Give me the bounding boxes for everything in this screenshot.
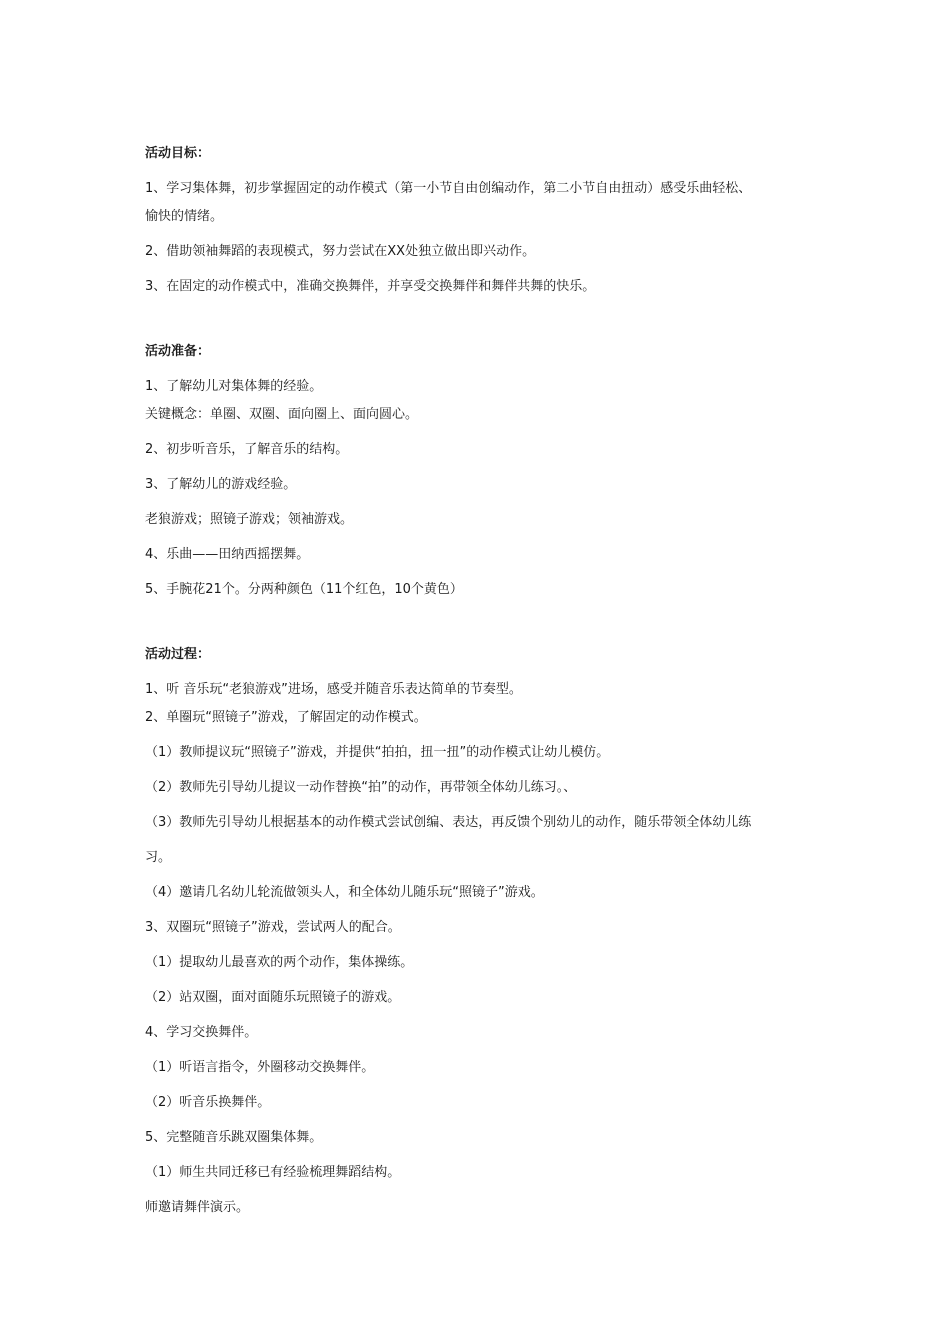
paragraph: 1、听 音乐玩“老狼游戏”进场，感受并随音乐表达简单的节奏型。 (145, 682, 522, 697)
paragraph: 愉快的情绪。 (145, 208, 224, 224)
paragraph: 2、单圈玩“照镜子”游戏，了解固定的动作模式。 (145, 709, 427, 725)
paragraph: 2、初步听音乐，了解音乐的结构。 (145, 441, 349, 457)
paragraph: 5、手腕花21个。分两种颜色（11个红色，10个黄色） (145, 581, 463, 597)
section-title: 活动过程： (145, 647, 211, 662)
paragraph: 老狼游戏；照镜子游戏；领袖游戏。 (145, 511, 354, 527)
section-title: 活动目标： (145, 146, 211, 161)
section-goals (145, 144, 825, 304)
paragraph: 1、学习集体舞，初步掌握固定的动作模式（第一小节自由创编动作，第二小节自由扭动）感受乐曲轻松、 (145, 181, 752, 196)
paragraph: （1）提取幼儿最喜欢的两个动作，集体操练。 (145, 954, 414, 970)
paragraph: 4、乐曲——田纳西摇摆舞。 (145, 546, 310, 562)
paragraph: 2、借助领袖舞蹈的表现模式，努力尝试在XX处独立做出即兴动作。 (145, 243, 536, 259)
paragraph: 3、了解幼儿的游戏经验。 (145, 476, 297, 492)
section-preparation (145, 342, 825, 607)
paragraph: （3）教师先引导幼儿根据基本的动作模式尝试创编、表达，再反馈个别幼儿的动作，随乐带领全体幼儿练 (145, 814, 752, 830)
paragraph: 3、双圈玩“照镜子”游戏，尝试两人的配合。 (145, 919, 401, 935)
document-body (145, 144, 825, 1225)
section-title: 活动准备： (145, 344, 211, 359)
paragraph: 习。 (145, 849, 172, 865)
paragraph: （4）邀请几名幼儿轮流做领头人，和全体幼儿随乐玩“照镜子”游戏。 (145, 884, 544, 900)
paragraph: （2）站双圈，面对面随乐玩照镜子的游戏。 (145, 989, 401, 1005)
paragraph: 4、学习交换舞伴。 (145, 1024, 258, 1040)
paragraph: （1）听语言指令，外圈移动交换舞伴。 (145, 1059, 375, 1075)
paragraph: （1）师生共同迁移已有经验梳理舞蹈结构。 (145, 1164, 401, 1180)
paragraph: 师邀请舞伴演示。 (145, 1199, 250, 1215)
paragraph: 关键概念：单圈、双圈、面向圈上、面向圆心。 (145, 406, 419, 422)
section-process (145, 645, 825, 1225)
paragraph: （1）教师提议玩“照镜子”游戏，并提供“拍拍，扭一扭”的动作模式让幼儿模仿。 (145, 744, 610, 760)
paragraph: 3、在固定的动作模式中，准确交换舞伴，并享受交换舞伴和舞伴共舞的快乐。 (145, 278, 596, 294)
paragraph: 1、了解幼儿对集体舞的经验。 (145, 379, 323, 394)
paragraph: （2）听音乐换舞伴。 (145, 1094, 271, 1110)
paragraph: 5、完整随音乐跳双圈集体舞。 (145, 1129, 323, 1145)
paragraph: （2）教师先引导幼儿提议一动作替换“拍”的动作，再带领全体幼儿练习。、 (145, 779, 577, 795)
